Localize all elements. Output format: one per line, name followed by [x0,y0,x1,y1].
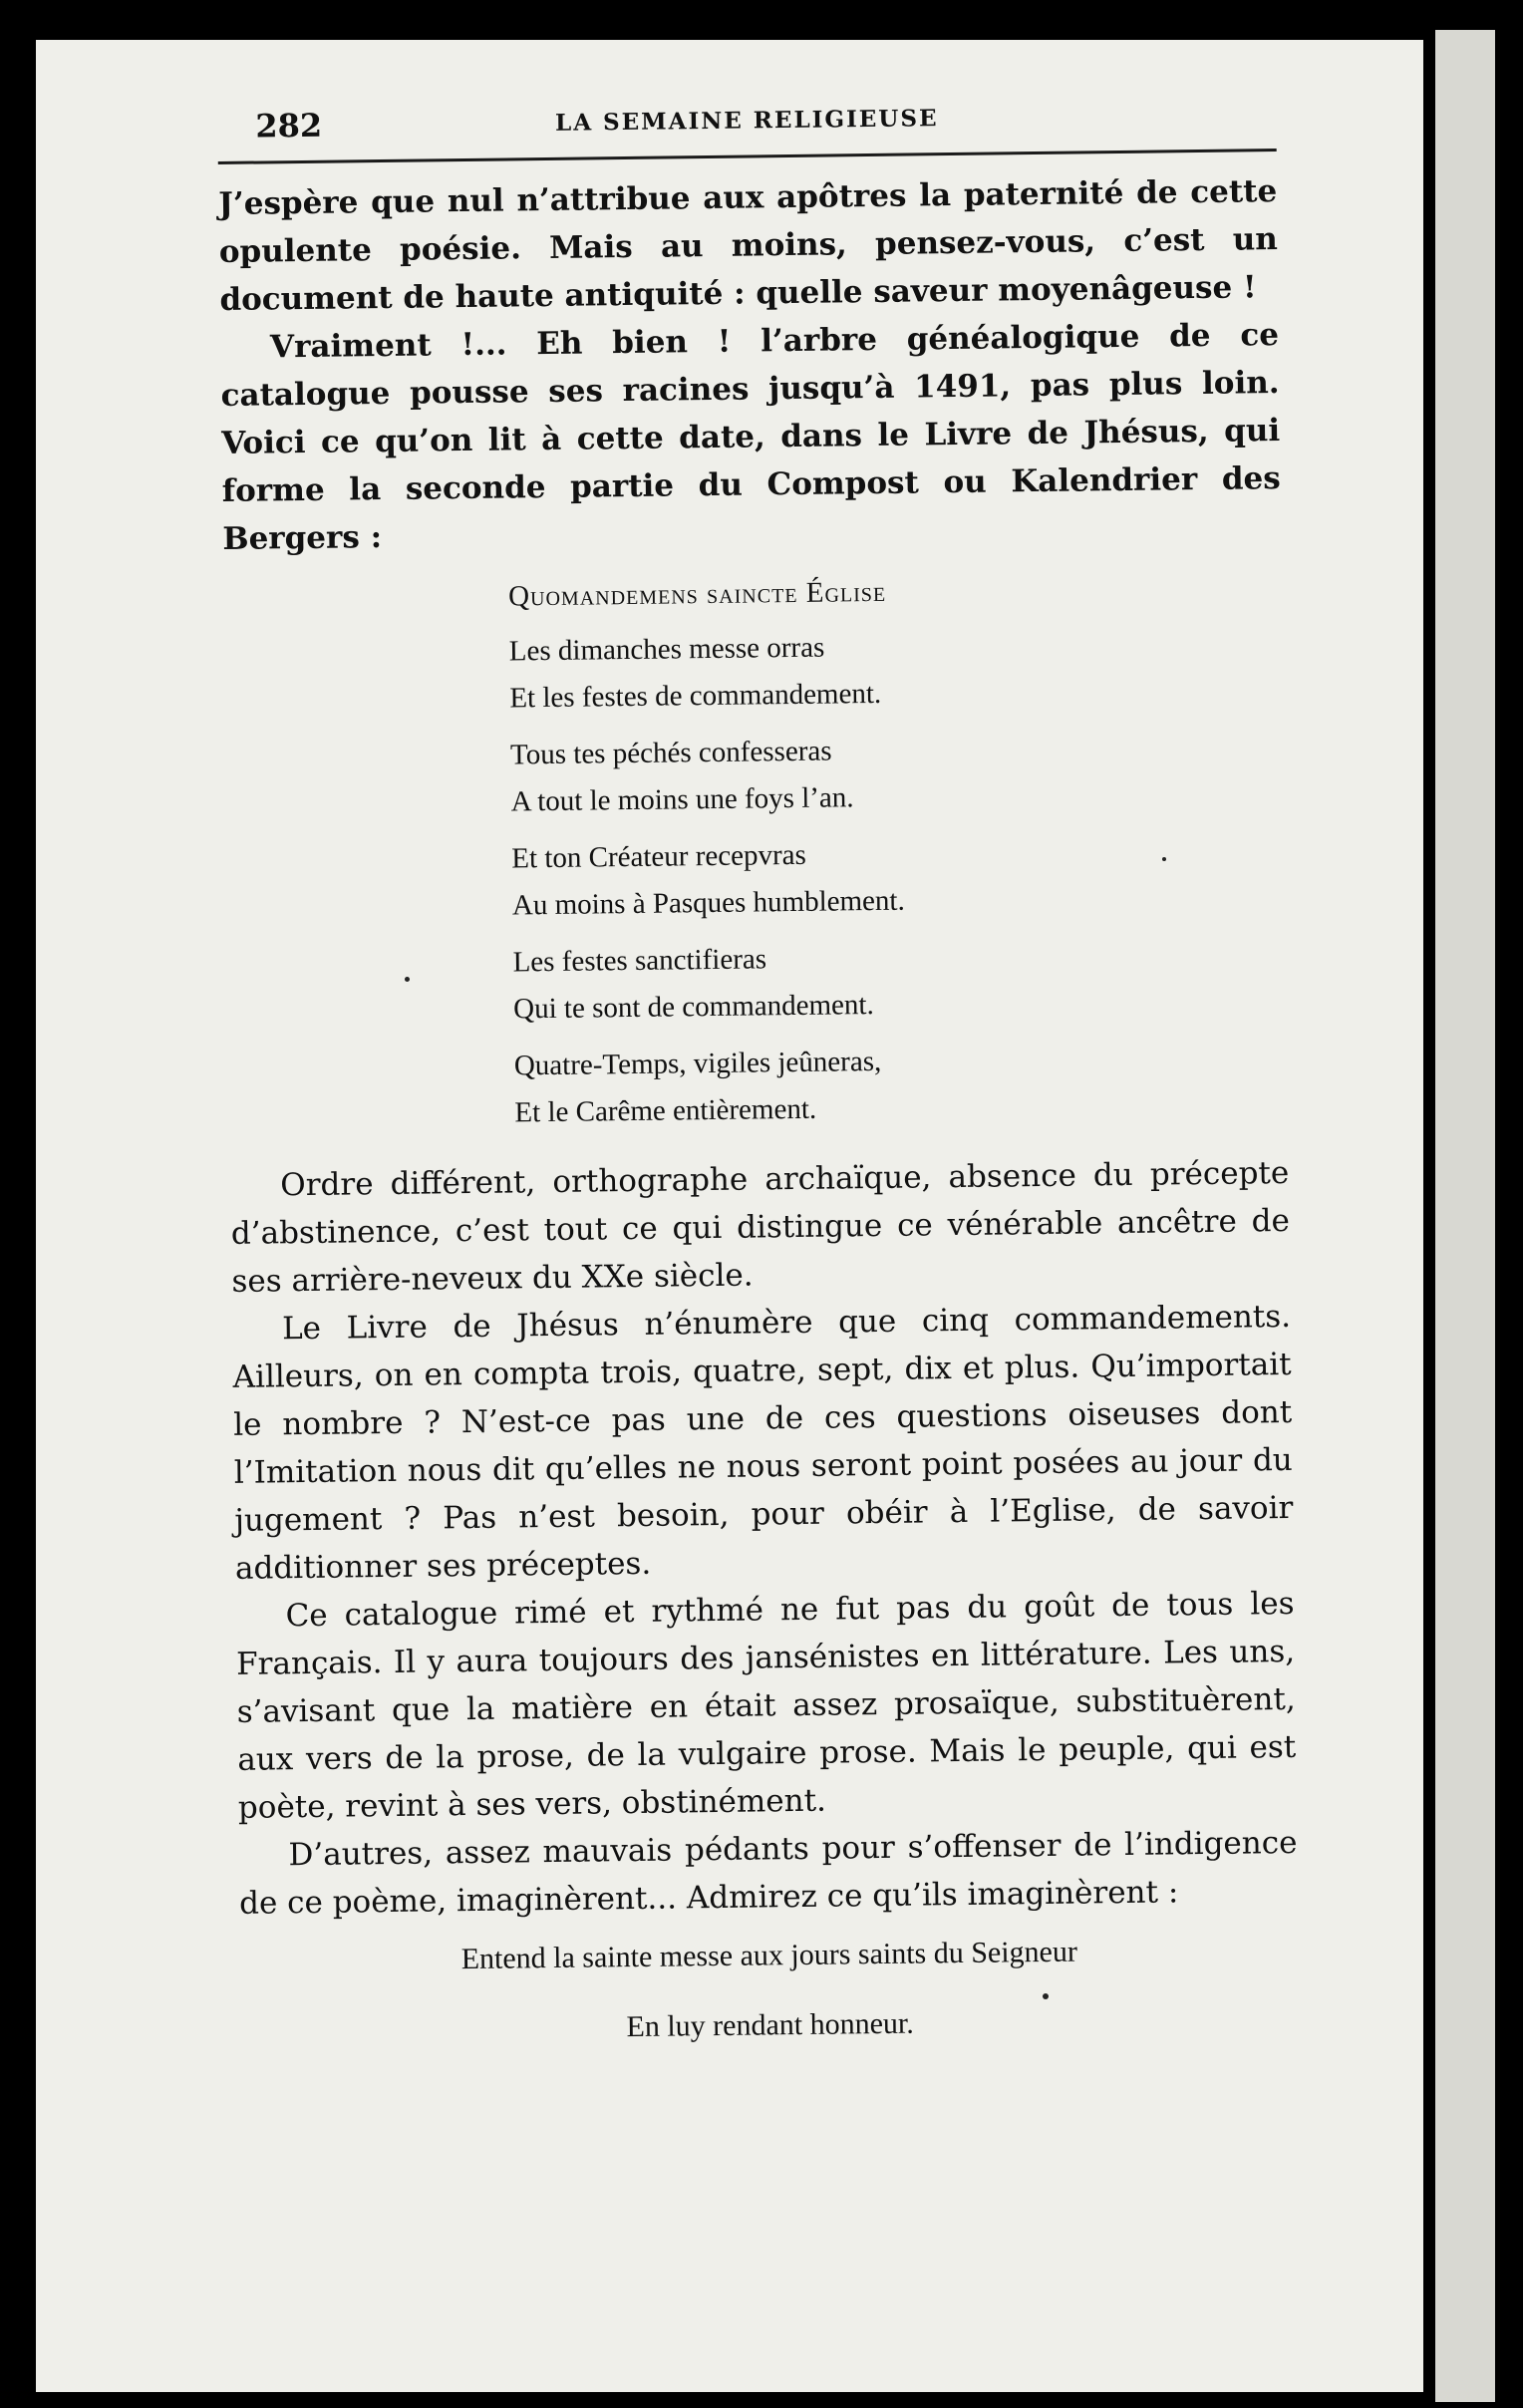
verse-stanza [509,619,1284,722]
page-text-column [217,87,1300,2077]
verse-stanza [512,930,1287,1033]
paragraph-4: Le Livre de Jhésus n’énumère que cinq commandements. Ailleurs, on en compta trois, quatre, sept, dix et plus. Qu’importait le nombre ? N’est-ce pas une de ces questions oiseuses dont l’Imitation nous dit qu’elles ne nous seront point posées au jour du jugement ? Pas n’est besoin, pour obéir à l’Eglise, de savoir additionner ses préceptes. [232,1298,1294,1587]
verse-stanza [511,826,1286,929]
verse-line: Et le Carême entièrement. [514,1092,817,1129]
paragraph-2: Vraiment !... Eh bien ! l’arbre généalogique de ce catalogue pousse ses racines jusqu’à 1491, pas plus loin. Voici ce qu’on lit à cette date, dans le Livre de Jhésus, qui forme la seconde partie du Compost ou Kalendrier des Bergers : [220,317,1281,557]
verse-stanza [510,723,1285,825]
closing-verse [240,1925,1300,2057]
verse-line: Au moins à Pasques humblement. [511,884,905,922]
verse-line: Quatre-Temps, vigiles jeûneras, [513,1045,882,1082]
closing-verse-line: Entend la sainte messe aux jours saints du Seigneur [460,1935,1078,1976]
adjacent-page-edge [1435,30,1495,2402]
page-header [217,87,1277,164]
running-head: LA SEMAINE RELIGIEUSE [554,105,939,137]
verse-line: Les dimanches messe orras [508,631,825,668]
verse-line: Et les festes de commandement. [509,677,882,715]
paragraph-6: D’autres, assez mauvais pédants pour s’offenser de l’indigence de ce poème, imaginèrent... Admirez ce qu’ils imaginèrent : [238,1824,1298,1922]
verse-line: Tous tes péchés confesseras [509,735,832,771]
verse-stanza [514,1034,1289,1136]
verse-title: Quomandemens saincte Église [507,575,887,613]
verse-quote [508,564,1289,1136]
verse-line: Les festes sanctifieras [512,943,767,979]
verse-line: Qui te sont de commandement. [512,989,874,1026]
paragraph-5: Ce catalogue rimé et rythmé ne fut pas du goût de tous les Français. Il y aura toujours des jansénistes en littérature. Les uns, s’avisant que la matière en était assez prosaïque, substituèrent, aux vers de la prose, de la vulgaire prose. Mais le peuple, qui est poète, revint à ses vers, obstinément. [235,1585,1297,1826]
page-number: 282 [255,106,323,146]
verse-line: A tout le moins une foys l’an. [510,781,854,818]
paragraph-3: Ordre différent, orthographe archaïque, absence du précepte d’abstinence, c’est tout ce qui distingue ce vénérable ancêtre de ses arrière-neveux du XXe siècle. [230,1154,1291,1300]
verse-line: Et ton Créateur recepvras [511,838,806,875]
closing-verse-line: En luy rendant honneur. [626,2006,914,2044]
paragraph-1: J’espère que nul n’attribue aux apôtres la paternité de cette opulente poésie. Mais au moins, pensez-vous, c’est un document de haute antiquité : quelle saveur moyenâgeuse ! [218,173,1279,318]
